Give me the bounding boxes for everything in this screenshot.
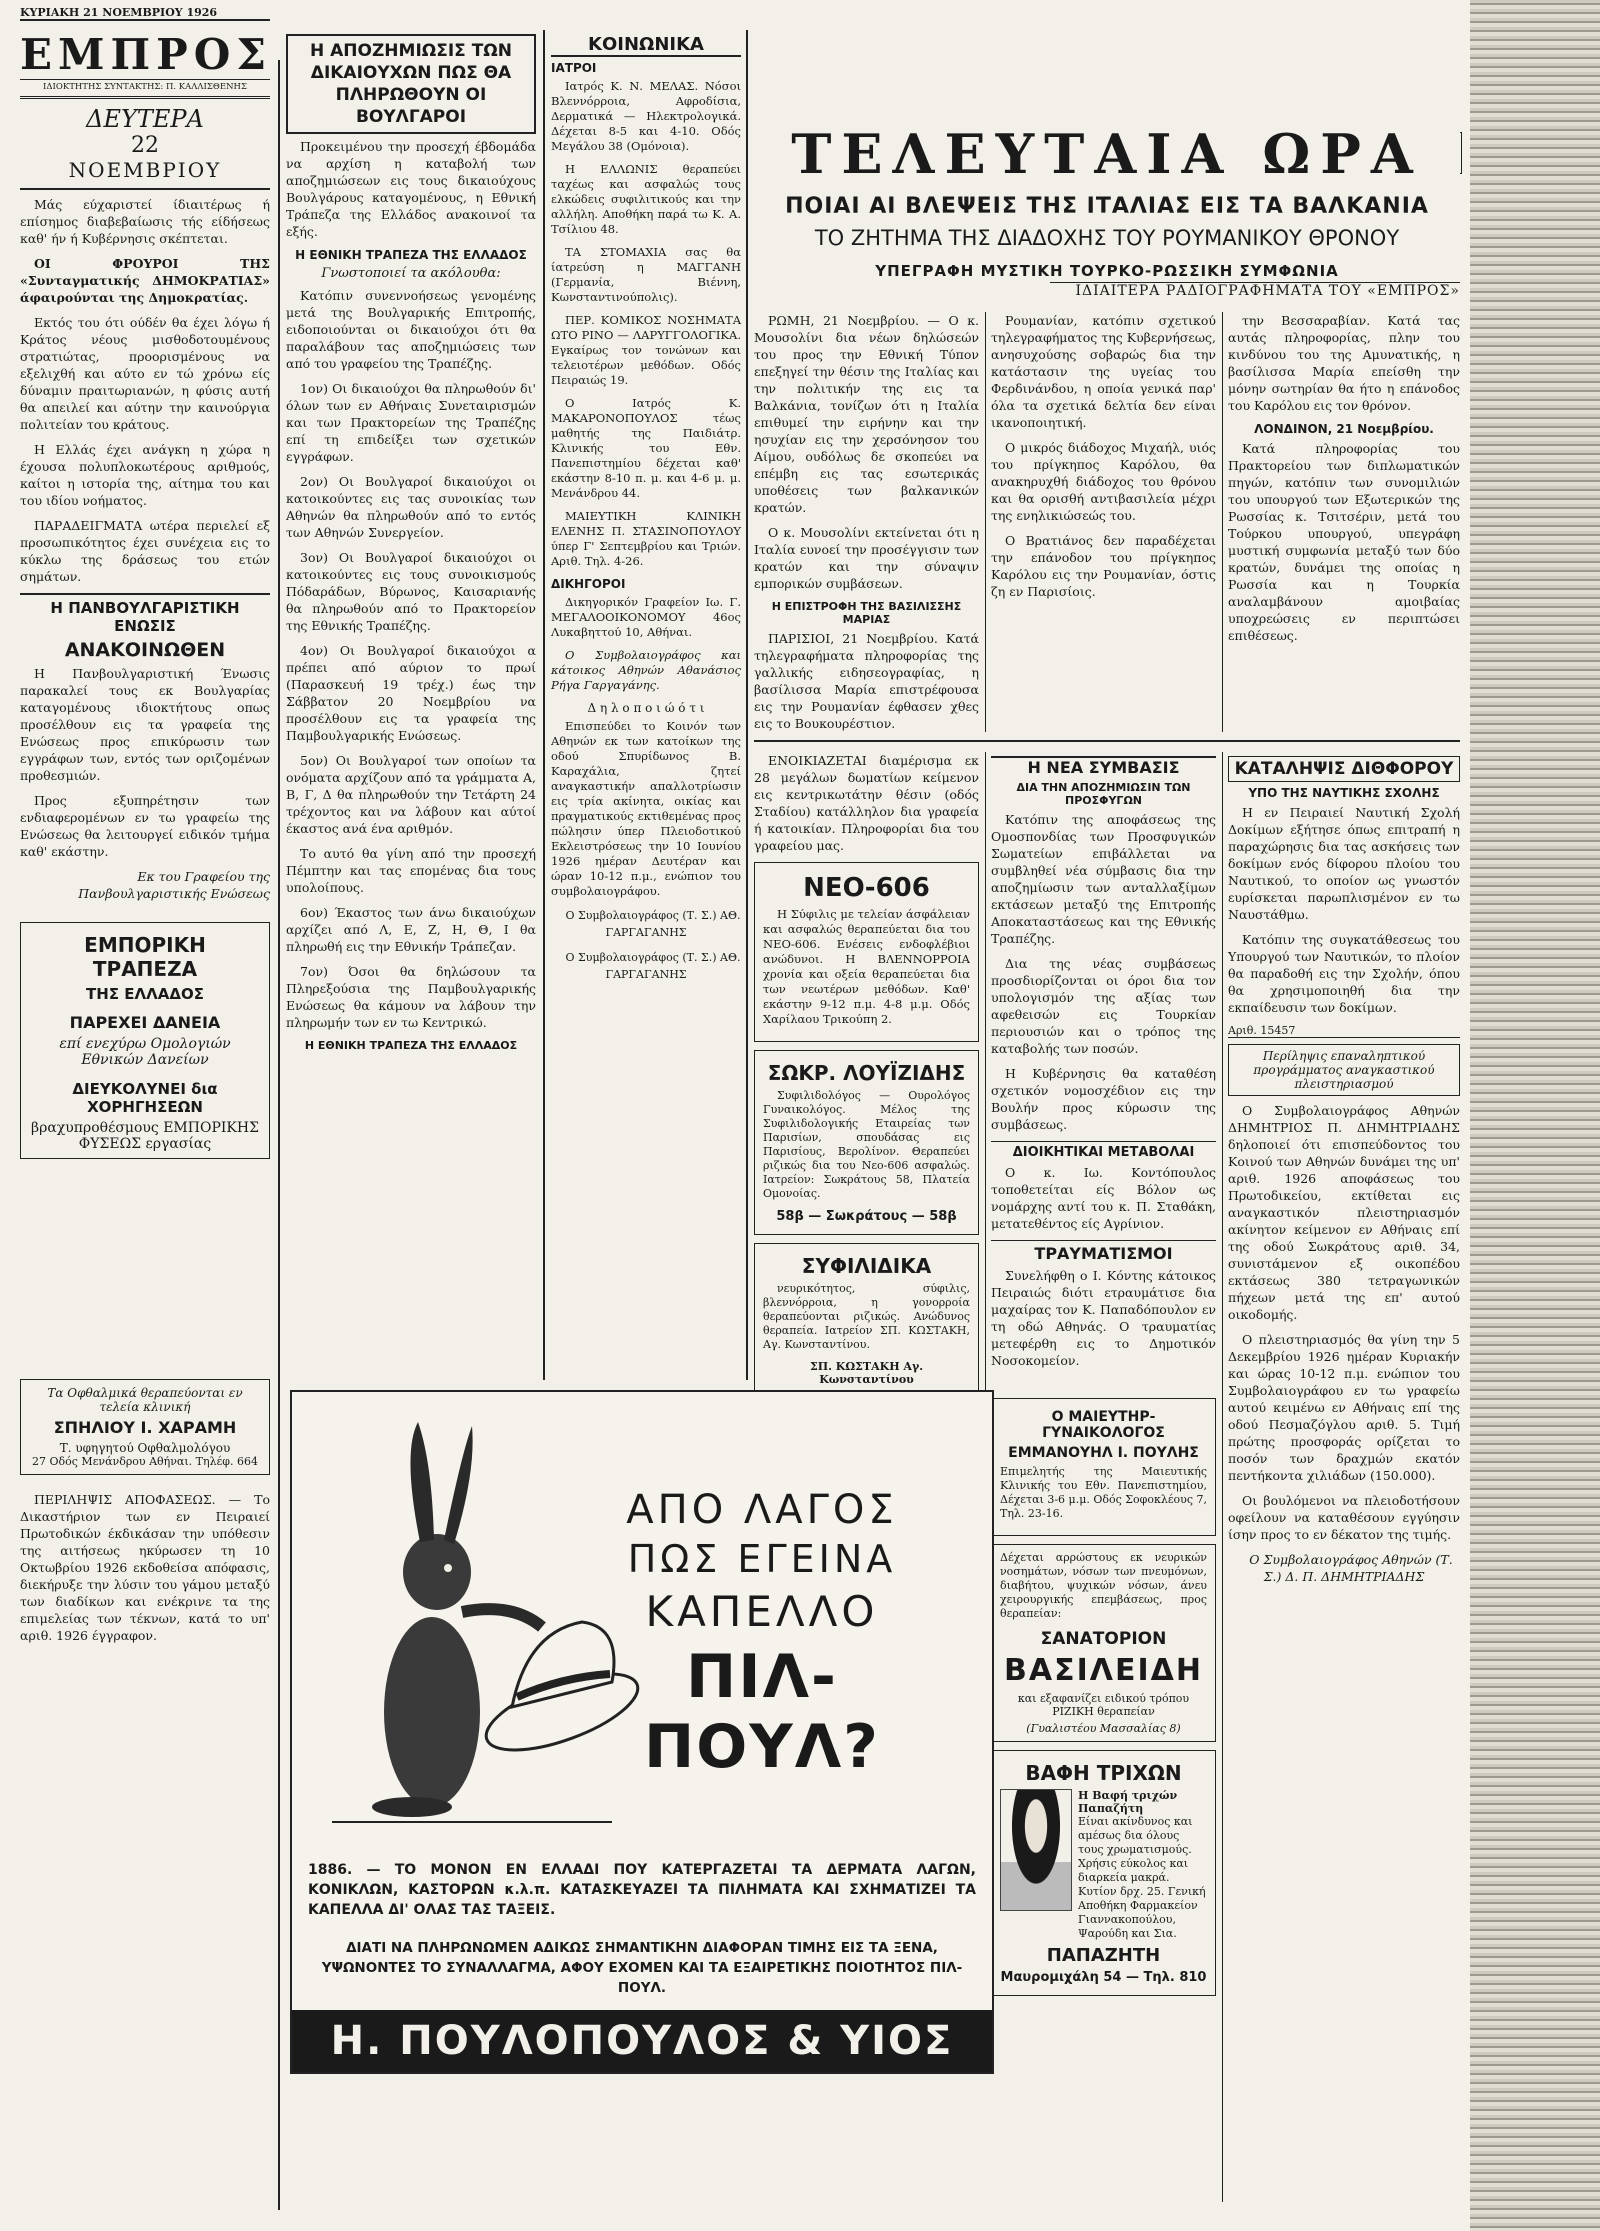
hair-dye-sub: Η Βαφή τριχών Παπαζήτη bbox=[1078, 1789, 1178, 1815]
hair-dye-title: ΒΑΦΗ ΤΡΙΧΩΝ bbox=[1025, 1761, 1182, 1785]
bank-line: ΔΙΕΥΚΟΛΥΝΕΙ δια ΧΟΡΗΓΗΣΕΩΝ bbox=[72, 1080, 218, 1116]
clinic-name: ΣΠΗΛΙΟΥ Ι. ΧΑΡΑΜΗ bbox=[53, 1418, 237, 1437]
headline-2: ΤΟ ΖΗΤΗΜΑ ΤΗΣ ΔΙΑΔΟΧΗΣ ΤΟΥ ΡΟΥΜΑΝΙΚΟΥ ΘΡΟΝΟΥ bbox=[814, 226, 1400, 250]
doctor-text: Συφιλιδολόγος — Ουρολόγος Γυναικολόγος. Μέλος της Συφιλιδολογικής Εταιρείας των Παρισίων, σπουδάσας εις Παρισίους, Βερολίνον. Θεραπεύει ριζικώς δια του Νεο-606 ασφαλώς. Ιατρείον: Σωκράτους 58, Πλατεία Ομονοίας. bbox=[763, 1089, 970, 1200]
article-paragraph: 2ον) Οι Βουλγαροί δικαιούχοι οι κατοικούντες εις τας συνοικίας των Αθηνών θα πληρωθούν από το εντός των Αθηνών Συνεργείον. bbox=[286, 474, 536, 540]
ads-column-2 bbox=[991, 1390, 1216, 2080]
news-column-3 bbox=[1228, 312, 1460, 732]
neo606-text: Η Σύφιλις με τελείαν άσφάλειαν και ασφαλώς θεραπεύεται δια του ΝΕΟ-606. Ενέσεις ενδοφλέβιοι ανώδυνοι. Η ΒΛΕΝΝΟΡΡΟΙΑ χρονία και οξεία θεραπεύεται δια των νεωτέρων μεθόδων. Καθ' εκάστην 9-12 π.μ. 4-8 μ.μ. Οδός Χαρίλαου Τρικούπη 2. bbox=[763, 907, 970, 1026]
doctor-name: ΣΩΚΡ. ΛΟΥΪΖΙΔΗΣ bbox=[767, 1061, 966, 1085]
date-line: ΚΥΡΙΑΚΗ 21 ΝΟΕΜΒΡΙΟΥ 1926 bbox=[20, 6, 270, 21]
column-rule bbox=[543, 30, 545, 1380]
sanatorium-ad bbox=[991, 1544, 1216, 1742]
hat-ad-tagline-4: ΠΙΛ-ΠΟΥΛ? bbox=[644, 1642, 880, 1782]
article-paragraph: Η Ελλάς έχει ανάγκη η χώρα η έχουσα πολυπλοκωτέρους αριθμούς, καίτοι η ιστορία της, αίτημα του και του ιδίου νοήματος. bbox=[20, 442, 270, 508]
late-news-title: ΤΕΛΕΥΤΑΙΑ ΩΡΑ bbox=[754, 124, 1460, 184]
news-paragraph: την Βεσσαραβίαν. Κατά τας αυτάς πληροφορίας, πλην του κινδύνου του της Αμυνατικής, η βασίλισσα Μαρία επείσθη την μόνην σωτηρίαν θα ήτο η επάνοδος του Καρόλου εις τον θρόνον. bbox=[1228, 313, 1460, 413]
hat-ad-body-2: ΔΙΑΤΙ ΝΑ ΠΛΗΡΩΝΩΜΕΝ ΑΔΙΚΩΣ ΣΗΜΑΝΤΙΚΗΝ ΔΙΑΦΟΡΑΝ ΤΙΜΗΣ ΕΙΣ ΤΑ ΞΕΝΑ, ΥΨΩΝΟΝΤΕΣ ΤΟ ΣΥΝΑΛΛΑΓΜΑ, ΑΦΟΥ ΕΧΟΜΕΝ ΚΑΙ ΤΑ ΕΞΑΙΡΕΤΙΚΗΣ ΠΟΙΟΤΗΤΟΣ ΠΙΛ-ΠΟΥΛ. bbox=[321, 1940, 963, 1996]
news-paragraph: Ο πλειστηριασμός θα γίνη την 5 Δεκεμβρίου 1926 ημέραν Κυριακήν και ώρας 10-12 π.μ. ενώπιον του Συμβολαιογράφου εν τω γραφείω αυτού κειμένω εν Αθήναις επί της οδού Πεσμαζόγλου αριθ. 5. Τιμή πρώτης προσφοράς ορίζεται το ποσόν των δραχμών εκατόν πεντήκοντα χιλιάδων (150.000). bbox=[1228, 1332, 1460, 1483]
notice: Δικηγορικόν Γραφείον Ιω. Γ. ΜΕΓΑΛΟΟΙΚΟΝΟΜΟΥ 46ος Λυκαβηττού 10, Αθήναι. bbox=[551, 595, 741, 639]
section-subheading: ΑΝΑΚΟΙΝΩΘΕΝ bbox=[64, 639, 226, 661]
news-column-4 bbox=[991, 752, 1216, 1377]
clinic-line: Τ. υφηγητού Οφθαλμολόγου bbox=[59, 1441, 231, 1455]
article-paragraph: 7ον) Όσοι θα δηλώσουν τα Πληρεξούσια της Παμβουλγαρικής Ενώσεως θα κάμουν να λάβουν την πληρωμήν των εν τω Κεντρικώ. bbox=[286, 964, 536, 1030]
hat-ad-brand: Η. ΠΟΥΛΟΠΟΥΛΟΣ & ΥΙΟΣ bbox=[292, 2010, 992, 2072]
article-paragraph: 1ον) Οι δικαιούχοι θα πληρωθούν δι' όλων των εν Αθήναις Συνεταιρισμών και των Πρακτορείων της Τραπέζης επί τη επιδείξει των σχετικών εγγράφων. bbox=[286, 381, 536, 464]
notice: ΠΕΡ. ΚΟΜΙΚΟΣ ΝΟΣΗΜΑΤΑ ΩΤΟ ΡΙΝΟ — ΛΑΡΥΓΓΟΛΟΓΙΚΑ. Εγκαίρως τον τονώνων και τελειοτέρων μεθόδων. Οδός Πειραιώς 19. bbox=[551, 313, 741, 387]
hat-ad-tagline-3: ΚΑΠΕΛΛΟ bbox=[645, 1587, 879, 1636]
news-column-1 bbox=[754, 312, 979, 732]
section-heading: Η ΠΑΝΒΟΥΛΓΑΡΙΣΤΙΚΗ ΕΝΩΣΙΣ bbox=[20, 593, 270, 635]
reference-number: Αριθ. 15457 bbox=[1228, 1024, 1460, 1038]
section-subheading: ΔΙΑ ΤΗΝ ΑΠΟΖΗΜΙΩΣΙΝ ΤΩΝ ΠΡΟΣΦΥΓΩΝ bbox=[1016, 781, 1191, 807]
neo606-ad bbox=[754, 862, 979, 1042]
news-paragraph: Ο Βρατιάνος δεν παραδέχεται την επάνοδον του πρίγκηπος Καρόλου εις την Ρουμανίαν, όστις ζη εν Παρισίοις. bbox=[991, 533, 1216, 599]
syphilis-title: ΣΥΦΙΛΙΔΙΚΑ bbox=[801, 1254, 932, 1278]
notice: Η ΕΛΛΩΝΙΣ θεραπεύει ταχέως και ασφαλώς τους ελκώδεις συφιλιτικούς και την αλλήλη. Αποθήκη παρά τω Κ. Α. Τσίλιου 48. bbox=[551, 162, 741, 236]
article-paragraph: Το αυτό θα γίνη από την προσεχή Πέμπτην και τας επομένας δια τους υπολοίπους. bbox=[286, 846, 536, 895]
rent-notice: ΕΝΟΙΚΙΑΖΕΤΑΙ διαμέρισμα εκ 28 μεγάλων δωματίων κείμενον εις κεντρικωτάτην θέσιν (οδός Σταδίου) κατάλληλον δια γραφεία ή κατοικίαν. Πληροφορίαι δια του γραφείου μας. bbox=[754, 753, 979, 853]
column-3 bbox=[551, 30, 741, 1380]
syphilis-sign: ΣΠ. ΚΩΣΤΑΚΗ Αγ. Κωνσταντίνου bbox=[809, 1360, 924, 1386]
column-rule bbox=[278, 60, 280, 2210]
month: ΝΟΕΜΒΡΙΟΥ bbox=[20, 158, 270, 190]
bank-line: ΠΑΡΕΧΕΙ ΔΑΝΕΙΑ bbox=[69, 1013, 221, 1032]
news-paragraph: Ο κ. Ιω. Κοντόπουλος τοποθετείται είς Βόλον ως νομάρχης αντί του κ. Π. Σταθάκη, μετατεθέντος είς Αγρίνιον. bbox=[991, 1165, 1216, 1231]
article-paragraph: ΠΕΡΙΛΗΨΙΣ ΑΠΟΦΑΣΕΩΣ. — Το Δικαστήριον των εν Πειραιεί Πρωτοδικών έκδικάσαν την υπόθεσιν της αιτήσεως ηκύρωσεν τη 10 Οκτωβρίου 1926 εκδοθείσα απόφασις, διεκήρυξε την λύσιν του γάμου μεταξύ των διαδίκων και ενέκρινε τα της επιμελείας των τέκνων, κατά το υπ' αριθ. 1926 έγγραφον. bbox=[20, 1492, 270, 1643]
news-paragraph: Δια της νέας συμβάσεως προσδιορίζονται οι όροι δια τον υπολογισμόν της αξίας των αφεθεισών εις Τουρκίαν περιουσιών και ο τρόπος της καταβολής των ποσών. bbox=[991, 956, 1216, 1056]
section-heading: ΔΙΟΙΚΗΤΙΚΑΙ ΜΕΤΑΒΟΛΑΙ bbox=[991, 1141, 1216, 1160]
section-subheading: ΥΠΟ ΤΗΣ ΝΑΥΤΙΚΗΣ ΣΧΟΛΗΣ bbox=[1248, 786, 1440, 800]
ob-title: Ο ΜΑΙΕΥΤΗΡ-ΓΥΝΑΙΚΟΛΟΓΟΣ bbox=[1042, 1409, 1165, 1441]
article-subheading: Γνωστοποιεί τα ακόλουθα: bbox=[321, 266, 501, 281]
syphilis-text: νευρικότητος, σύφιλις, βλεννόρροια, η γονορροία θεραπεύονται ριζικώς. Ανώδυνος θεραπεία. Ιατρείον ΣΠ. ΚΩΣΤΑΚΗ, Αγ. Κωνσταντίνου. bbox=[763, 1282, 970, 1351]
neo606-title: ΝΕΟ-606 bbox=[803, 873, 930, 903]
signature: Ο Συμβολαιογράφος Αθηνών (Τ. Σ.) Δ. Π. ΔΗΜΗΤΡΙΑΔΗΣ bbox=[1249, 1552, 1453, 1584]
syphilis-ad bbox=[754, 1243, 979, 1393]
article-paragraph: ΠΑΡΑΔΕΙΓΜΑΤΑ ωτέρα περιελεί εξ προσωπικότητος έχει συνέχεια εις το κύκλω της δράσεως του ετών σημάτων. bbox=[20, 518, 270, 584]
paper-title: ΕΜΠΡΟΣ bbox=[20, 30, 273, 79]
news-paragraph: ΡΩΜΗ, 21 Νοεμβρίου. — Ο κ. Μουσολίνι δια νέων δηλώσεών του προς την Εθνική Τύπον επεξηγεί την θέσιν της Ιταλίας και την πολιτικήν της εις τα Βαλκάνια, τονίζων ότι η Ιταλία επιθυμεί την ειρήνην και την ησυχίαν εις την χερσόνησον του Αίμου, ουδόλως δε σκοπεύει να επέμβη εις τας εσωτερικάς υποθέσεις των βαλκανικών κρατών. bbox=[754, 313, 979, 515]
news-subheading: Η ΕΠΙΣΤΡΟΦΗ ΤΗΣ ΒΑΣΙΛΙΣΣΗΣ ΜΑΡΙΑΣ bbox=[771, 600, 962, 626]
masthead bbox=[20, 30, 273, 99]
signature: Η ΕΘΝΙΚΗ ΤΡΑΠΕΖΑ ΤΗΣ ΕΛΛΑΔΟΣ bbox=[304, 1039, 518, 1052]
news-column-2 bbox=[991, 312, 1216, 732]
hat-ad-tagline-1: ΑΠΟ ΛΑΓΟΣ bbox=[626, 1487, 898, 1533]
news-subheading: ΛΟΝΔΙΝΟΝ, 21 Νοεμβρίου. bbox=[1254, 422, 1434, 436]
hair-dye-text: Είναι ακίνδυνος και αμέσως δια όλους τους χρωματισμούς. Χρήσις εύκολος και διαρκεία μακρά. Κυτίον δρχ. 25. Γενική Αποθήκη Φαρμακείον Γιαννακοπούλου, Ψαρούδη και Σια. bbox=[1078, 1815, 1206, 1940]
doctor-address: 58β — Σωκράτους — 58β bbox=[776, 1209, 957, 1224]
article-subheading: Η ΕΘΝΙΚΗ ΤΡΑΠΕΖΑ ΤΗΣ ΕΛΛΑΔΟΣ bbox=[295, 248, 527, 262]
news-paragraph: Συνελήφθη ο Ι. Κόντης κάτοικος Πειραιώς διότι ετραυμάτισε δια μαχαίρας τον Κ. Παπαδόπουλον εν τη οδώ Αθηνάς. Ο τραυματίας μετεφέρθη εις το Δημοτικόν Νοσοκομείον. bbox=[991, 1268, 1216, 1368]
ads-column bbox=[754, 752, 979, 1386]
news-paragraph: Η εν Πειραιεί Ναυτική Σχολή Δοκίμων εξήτησε όπως επιτραπή η παραχώρησις δια τας ασκήσεις των δοκίμων ενός δίφορου πλοίου του Ναυτικού, το οποίον ως γνωστόν ευρίσκεται παρωπλισμένον εν τω Ναυστάθμω. bbox=[1228, 805, 1460, 922]
section-subheading: ΔΙΚΗΓΟΡΟΙ bbox=[551, 577, 626, 591]
section-heading: Η ΝΕΑ ΣΥΜΒΑΣΙΣ bbox=[991, 756, 1216, 777]
news-paragraph: ΠΑΡΙΣΙΟΙ, 21 Νοεμβρίου. Κατά τηλεγραφήματα πληροφορίας της γαλλικής ειδησεογραφίας, η βασίλισσα Μαρία επιστρέφουσα εις την Ρουμανίαν έφθασεν χθες εις το Βουκουρέστιον. bbox=[754, 631, 979, 731]
hair-dye-address: Μαυρομιχάλη 54 — Τηλ. 810 bbox=[1000, 1970, 1207, 1985]
article-paragraph: Προκειμένου την προσεχή έβδομάδα να αρχίση η καταβολή των αποζημιώσεων εις τους δικαιούχους Βουλγάρους καταγομένους, η Εθνική Τράπεζα της Ελλάδος ανακοινοί τα εξής. bbox=[286, 139, 536, 239]
article-paragraph: Κατόπιν συνεννοήσεως γενομένης μετά της Βουλγαρικής Επιτροπής, ειδοποιούνται οι δικαιούχοι ότι θα παραλάβουν τας αποζημιώσεις των από του γραφείου της Τραπέζης. bbox=[286, 288, 536, 371]
news-paragraph: Κατά πληροφορίας του Πρακτορείου των διπλωματικών πηγών, κατόπιν των συνομιλιών του υπουργού των Εξωτερικών της Ρωσσίας κ. Τσιτσέριν, μετά του Τούρκου υπουργού, υπεγράφη μυστική συμφωνία μεταξύ των δύο κρατών, δυνάμει της οποίας η Ρωσσία και η Τουρκία αναλαμβάνουν αμοιβαίας υποχρεώσεις εν περιπτώσει επιθέσεως. bbox=[1228, 441, 1460, 643]
obstetrician-ad bbox=[991, 1398, 1216, 1536]
column-rule bbox=[1222, 312, 1223, 732]
doctor-ad bbox=[754, 1050, 979, 1235]
headline-1: ΠΟΙΑΙ ΑΙ ΒΛΕΨΕΙΣ ΤΗΣ ΙΤΑΛΙΑΣ ΕΙΣ ΤΑ ΒΑΛΚΑΝΙΑ bbox=[785, 194, 1429, 219]
news-paragraph: Ο κ. Μουσολίνι εκτείνεται ότι η Ιταλία ευνοεί την προσέγγισιν των κρατών και την σύναψιν εμπορικών συμβάσεων. bbox=[754, 525, 979, 591]
article-paragraph: 3ον) Οι Βουλγαροί δικαιούχοι οι κατοικούντες εις τους συνοικισμούς Πόδαράδων, Βύρωνος, Καισαριανής θα πληρωθούν από το Πρακτορείον της Εθνικής Τραπέζης. bbox=[286, 550, 536, 633]
signature: Ο Συμβολαιογράφος (Τ. Σ.) ΑΘ. ΓΑΡΓΑΓΑΝΗΣ bbox=[565, 909, 741, 939]
clinic-line: Τα Οφθαλμικά θεραπεύονται εν τελεία κλινική bbox=[47, 1386, 243, 1414]
headline-3: ΥΠΕΓΡΑΦΗ ΜΥΣΤΙΚΗ ΤΟΥΡΚΟ-ΡΩΣΣΙΚΗ ΣΥΜΦΩΝΙΑ bbox=[875, 262, 1339, 280]
section-heading: ΚΟΙΝΩΝΙΚΑ bbox=[551, 34, 741, 57]
article-paragraph: Εκτός του ότι ούδέν θα έχει λόγω ή Κράτος νέους μισθοδοτουμένους στρατιώτας, προορισμένους να εξελιχθή και αύτο εν τώ χρόνω είς δύναμιν πραιτωριανών, η φύσις αυτή θα απειλεί και αύτην την καινούργια πολιτείαν του κράτους. bbox=[20, 315, 270, 432]
news-paragraph: Οι βουλόμενοι να πλειοδοτήσουν οφείλουν να καταθέσουν εγγύησιν ίσην προς το εν δέκατον της τιμής. bbox=[1228, 1493, 1460, 1542]
bank-line: βραχυπροθέσμους ΕΜΠΟΡΙΚΗΣ ΦΥΣΕΩΣ εργασίας bbox=[31, 1120, 259, 1152]
bank-line: επί ενεχύρω Ομολογιών Εθνικών Δανείων bbox=[59, 1036, 231, 1068]
bank-sub: ΤΗΣ ΕΛΛΑΔΟΣ bbox=[86, 985, 204, 1003]
ob-name: ΕΜΜΑΝΟΥΗΛ Ι. ΠΟΥΛΗΣ bbox=[1008, 1445, 1199, 1461]
news-paragraph: Ο Συμβολαιογράφος Αθηνών ΔΗΜΗΤΡΙΟΣ Π. ΔΗΜΗΤΡΙΑΔΗΣ δηλοποιεί ότι επισπεύδοντος του Κοινού των Αθηνών δυνάμει της υπ' αριθ. 1926 αποφάσεως του Πρωτοδικείου, εκτίθεται εις αναγκαστικόν πλειστηριασμόν ακίνητον κείμενον εν Αθήναις επί της οδού Σωκράτους αριθ. 34, συνιστάμενον εξ οικοπέδου εκτάσεως 380 τετραγωνικών πήχεων μετά της επ' αυτού οικοδομής. bbox=[1228, 1103, 1460, 1322]
article-paragraph: 6ον) Έκαστος των άνω δικαιούχων αρχίζει από Λ, Ε, Ζ, Η, Θ, Ι θα πληρωθή εις την Εθνικήν Τράπεζαν. bbox=[286, 905, 536, 954]
news-column-5 bbox=[1228, 752, 1460, 2202]
news-paragraph: Κατόπιν της αποφάσεως της Ομοσπονδίας των Προσφυγικών Σωματείων επιβάλλεται να συμβληθεί νέα σύμβασις δια την αποζημίωσιν των ανταλλαξίμων εκτάσεων μεταξύ της Επιτροπής Αποκαταστάσεως και της Εθνικής Τραπέζης. bbox=[991, 812, 1216, 946]
article-paragraph: 5ον) Οι Βουλγαροί των οποίων τα ονόματα αρχίζουν από τα γράμματα Α, Β, Γ, Δ θα πληρωθούν την Τετάρτη 24 τρέχοντος και να λάβουν και αύτοί έκαστος ανά ένα αριθμόν. bbox=[286, 753, 536, 836]
section-subheading: ΙΑΤΡΟΙ bbox=[551, 61, 597, 75]
hat-ad-tagline-2: ΠΩΣ ΕΓΕΙΝΑ bbox=[627, 1537, 897, 1581]
hat-ad bbox=[290, 1390, 994, 2074]
notice: Επισπεύδει το Κοινόν των Αθηνών εκ των κατοίκων της οδού Σπυρίδωνος Β. Καραχάλια, ζητεί αναγκαστικήν απαλλοτρίωσιν εις τρία ακίνητα, οικίας και πραγματικούς εκτιθεμένας προς πώλησιν ύπερ Πλειοδοτικού Εκλειστρόσεως την 10 Ιουνίου 1926 ημέραν Δευτέραν και ώραν 10-12 π.μ., ενώπιον του συμβολαιογράφου. bbox=[551, 719, 741, 898]
sanatorium-name: ΒΑΣΙΛΕΙΔΗ bbox=[1004, 1653, 1203, 1688]
notice: Ιατρός Κ. Ν. ΜΕΛΑΣ. Νόσοι Βλεννόρροια, Αφροδίσια, Δερματικά — Ηλεκτρολογικά. Δέχεται 8-5 και 4-10. Οδός Μεγάλου 38 (Ομόνοια). bbox=[551, 79, 741, 153]
sanatorium-tag: και εξαφανίζει ειδικού τρόπου ΡΙΖΙΚΗ θεραπείαν bbox=[1017, 1692, 1190, 1718]
hair-dye-ad bbox=[991, 1750, 1216, 1996]
news-paragraph: Ρουμανίαν, κατόπιν σχετικού τηλεγραφήματος της Κυβερνήσεως, ανησυχούσης σοβαρώς δια την κατάστασιν της υγείας του Φερδινάνδου, η οποία γενικά παρ' όλα τα σχετικά δελτία δεν είναι ικανοποιητική. bbox=[991, 313, 1216, 430]
editor-line: ΙΔΙΟΚΤΗΤΗΣ ΣΥΝΤΑΚΤΗΣ: Π. ΚΑΛΛΙΣΘΕΝΗΣ bbox=[20, 79, 270, 92]
notice: ΜΑΙΕΥΤΙΚΗ ΚΛΙΝΙΚΗ ΕΛΕΝΗΣ Π. ΣΤΑΣΙΝΟΠΟΥΛΟΥ ύπερ Γ' Σεπτεμβρίου και Τριών. Αριθ. Τηλ. 4-26. bbox=[551, 509, 741, 568]
hair-dye-name: ΠΑΠΑΖΗΤΗ bbox=[1046, 1945, 1161, 1966]
article-headline: Η ΑΠΟΖΗΜΙΩΣΙΣ ΤΩΝ ΔΙΚΑΙΟΥΧΩΝ ΠΩΣ ΘΑ ΠΛΗΡΩΘΟΥΝ ΟΙ ΒΟΥΛΓΑΡΟΙ bbox=[286, 34, 536, 134]
woman-portrait-icon bbox=[1000, 1789, 1072, 1911]
column-rule bbox=[985, 312, 986, 732]
sanatorium-title: ΣΑΝΑΤΟΡΙΟΝ bbox=[1040, 1629, 1167, 1649]
sanatorium-text: Δέχεται αρρώστους εκ νευρικών νοσημάτων, νόσων των πνευμόνων, διαβήτου, ψυχικών νόσων, άνευ χειρουργικής επεμβάσεως, προς θεραπείαν: bbox=[1000, 1551, 1207, 1620]
scan-edge bbox=[1470, 0, 1600, 2231]
notice: Ο Συμβολαιογράφος και κάτοικος Αθηνών Αθανάσιος Ρήγα Γαργαγάνης. bbox=[551, 648, 741, 692]
clinic-ad bbox=[20, 1379, 270, 1475]
column-1 bbox=[20, 30, 273, 2210]
signature: Εκ του Γραφείου της Πανβουλγαριστικής Ενώσεως bbox=[78, 869, 270, 901]
bank-ad bbox=[20, 922, 270, 1159]
weekday: ΔΕΥΤΕΡΑ bbox=[86, 105, 204, 133]
article-paragraph: 4ον) Οι Βουλγαροί δικαιούχοι α πρέπει από αύριον το πρωί (Παρασκευή 19 τρέχ.) έως την Σάββατον 20 Νοεμβρίου να προσέλθουν εις τα γραφεία της Παμβουλγαρικής Ενώσεως. bbox=[286, 643, 536, 743]
notice-heading: Δ η λ ο π ο ι ώ ό τ ι bbox=[587, 701, 705, 715]
news-paragraph: Η Κυβέρνησις θα καταθέση σχετικόν νομοσχέδιον εις την Βουλήν προς κύρωσιν της συμβάσεως. bbox=[991, 1066, 1216, 1132]
hat-ad-body: 1886. — ΤΟ ΜΟΝΟΝ ΕΝ ΕΛΛΑΔΙ ΠΟΥ ΚΑΤΕΡΓΑΖΕΤΑΙ ΤΑ ΔΕΡΜΑΤΑ ΛΑΓΩΝ, ΚΟΝΙΚΛΩΝ, ΚΑΣΤΟΡΩΝ κ.λ.π. ΚΑΤΑΣΚΕΥΑΖΕΙ ΤΑ ΠΙΛΗΜΑΤΑ ΚΑΙ ΣΧΗΜΑΤΙΖΕΙ ΤΑ ΚΑΠΕΛΛΑ ΔΙ' ΟΛΑΣ ΤΑΣ ΤΑΞΕΙΣ. bbox=[308, 1862, 976, 1918]
ob-text: Επιμελητής της Μαιευτικής Κλινικής του Εθν. Πανεπιστημίου, Δέχεται 3-6 μ.μ. Οδός Σοφοκλέους 7, Τηλ. 23-16. bbox=[1000, 1465, 1207, 1520]
article-paragraph: Προς εξυπηρέτησιν των ενδιαφερομένων εν τω γραφείω της Ενώσεως θα λειτουργεί ειδικόν τμήμα καθ' εκάστην. bbox=[20, 793, 270, 859]
column-rule bbox=[1222, 752, 1223, 2202]
sanatorium-foot: (Γυαλιστέου Μασσαλίας 8) bbox=[1026, 1722, 1181, 1735]
day: 22 bbox=[131, 133, 159, 158]
signature: Ο Συμβολαιογράφος (Τ. Σ.) ΑΘ. ΓΑΡΓΑΓΑΝΗΣ bbox=[565, 951, 741, 981]
section-rule bbox=[754, 740, 1460, 742]
article-paragraph: Μάς εύχαριστεί ίδιαιτέρως ή επίσημος διαβεβαίωσις τής είδήσεως καθ' ήν ή Κυβέρνησις σκέπτεται. bbox=[20, 197, 270, 246]
news-paragraph: Κατόπιν της συγκατάθεσεως του Υπουργού των Ναυτικών, το πλοίον θα παραδοθή εις την Σχολήν, όπου θα χρησιμοποιηθή δια την εκπαίδευσιν των δοκίμων. bbox=[1228, 932, 1460, 1015]
news-paragraph: Ο μικρός διάδοχος Μιχαήλ, υιός του πρίγκηπος Καρόλου, θα ανακηρυχθή διάδοχος του θρόνου και θα ορισθή αντιβασιλεία μέχρι της ενηλικιώσεώς του. bbox=[991, 440, 1216, 523]
notice: ΤΑ ΣΤΟΜΑΧΙΑ σας θα ίατρεύση η ΜΑΓΓΑΝΗ (Γερμανία, Βιέννη, Κωνσταντινούπολις). bbox=[551, 245, 741, 304]
article-paragraph: ΟΙ ΦΡΟΥΡΟΙ ΤΗΣ «Συνταγματικής ΔΗΜΟΚΡΑΤΙΑΣ» άφαιρούνται της Δημοκρατίας. bbox=[20, 256, 270, 305]
notice: Ο Ιατρός Κ. ΜΑΚΑΡΟΝΟΠΟΥΛΟΣ τέως μαθητής της Παιδιάτρ. Κλινικής του Εθν. Πανεπιστημίου δέχεται καθ' εκάστην 8-10 π. μ. και 4-6 μ. μ. Μενάνδρου 44. bbox=[551, 396, 741, 500]
headline-4: ΙΔΙΑΙΤΕΡΑ ΡΑΔΙΟΓΡΑΦΗΜΑΤΑ ΤΟΥ «ΕΜΠΡΟΣ» bbox=[1050, 282, 1460, 299]
section-heading: ΚΑΤΑΛΗΨΙΣ ΔΙΘΦΟΡΟΥ bbox=[1228, 756, 1460, 782]
section-heading: ΤΡΑΥΜΑΤΙΣΜΟΙ bbox=[991, 1240, 1216, 1263]
column-2 bbox=[286, 30, 536, 1380]
bank-name: ΕΜΠΟΡΙΚΗ ΤΡΑΠΕΖΑ bbox=[84, 933, 206, 981]
clinic-line: 27 Οδός Μενάνδρου Αθήναι. Τηλέφ. 664 bbox=[32, 1455, 258, 1468]
column-rule bbox=[746, 30, 748, 1380]
auction-heading: Περίληψις επαναληπτικού προγράμματος αναγκαστικού πλειστηριασμού bbox=[1228, 1044, 1460, 1096]
article-paragraph: Η Πανβουλγαριστική Ένωσις παρακαλεί τους εκ Βουλγαρίας καταγομένους ιδιοκτήτους οπως προσέλθουν εις τα γραφεία της Ενώσεως προς επικύρωσιν των εγγράφων των, εντός των οριζομένων προθεσμιών. bbox=[20, 666, 270, 783]
